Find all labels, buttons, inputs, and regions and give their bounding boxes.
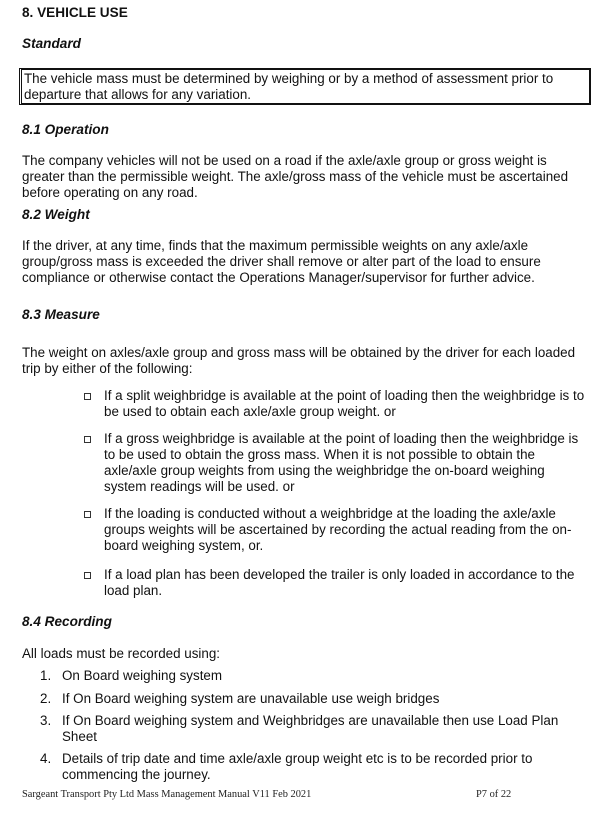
square-bullet-icon bbox=[84, 572, 91, 579]
recording-text: All loads must be recorded using: bbox=[22, 646, 220, 661]
list-marker: 1. bbox=[40, 668, 52, 683]
list-marker: 3. bbox=[40, 713, 52, 728]
weight-heading: 8.2 Weight bbox=[22, 207, 90, 222]
square-bullet-icon bbox=[84, 436, 91, 443]
footer-document-title: Sargeant Transport Pty Ltd Mass Management Manual V11 Feb 2021 bbox=[22, 789, 312, 800]
list-item-text: On Board weighing system bbox=[62, 668, 223, 683]
measure-heading: 8.3 Measure bbox=[22, 307, 100, 322]
footer-page-indicator: P7 of 22 bbox=[476, 789, 512, 800]
list-marker: 4. bbox=[40, 751, 52, 766]
list-item-text: If On Board weighing system and Weighbridges are unavailable then use Load Plan Sheet bbox=[62, 713, 559, 744]
bullet-text: If a gross weighbridge is available at the point of loading then the weighbridge is to be used to obtain the gross mass. When it is not possible to obtain the axle/axle group weights from using the weighbridge the on-board weighing system readings will be used. or bbox=[104, 431, 579, 494]
bullet-text: If a split weighbridge is available at the point of loading then the weighbridge is to be used to obtain each axle/axle group weight. or bbox=[104, 388, 585, 419]
list-item-text: If On Board weighing system are unavailable use weigh bridges bbox=[62, 691, 440, 706]
standard-box bbox=[19, 68, 591, 105]
standard-heading: Standard bbox=[22, 36, 81, 51]
square-bullet-icon bbox=[84, 393, 91, 400]
operation-text: The company vehicles will not be used on a road if the axle/axle group or gross weight is greater than the permissible weight. The axle/gross mass of the vehicle must be ascertained before operating on any road. bbox=[22, 153, 569, 200]
square-bullet-icon bbox=[84, 511, 91, 518]
bullet-text: If the loading is conducted without a weighbridge at the loading the axle/axle groups weights will be ascertained by recording the actual reading from the on-board weighing system, or. bbox=[104, 506, 572, 553]
section-title: 8. VEHICLE USE bbox=[22, 5, 128, 20]
weight-text: If the driver, at any time, finds that the maximum permissible weights on any axle/axle group/gross mass is exceeded the driver shall remove or alter part of the load to ensure compliance or otherwise contact the Operations Manager/supervisor for further advice. bbox=[22, 238, 541, 285]
operation-heading: 8.1 Operation bbox=[22, 122, 109, 137]
list-item-text: Details of trip date and time axle/axle group weight etc is to be recorded prior to commencing the journey. bbox=[62, 751, 533, 782]
list-marker: 2. bbox=[40, 691, 52, 706]
bullet-text: If a load plan has been developed the trailer is only loaded in accordance to the load plan. bbox=[104, 567, 575, 598]
measure-text: The weight on axles/axle group and gross mass will be obtained by the driver for each loaded trip by either of the following: bbox=[22, 345, 576, 376]
recording-heading: 8.4 Recording bbox=[22, 614, 112, 629]
standard-box-text: The vehicle mass must be determined by weighing or by a method of assessment prior to departure that allows for any variation. bbox=[24, 71, 554, 102]
